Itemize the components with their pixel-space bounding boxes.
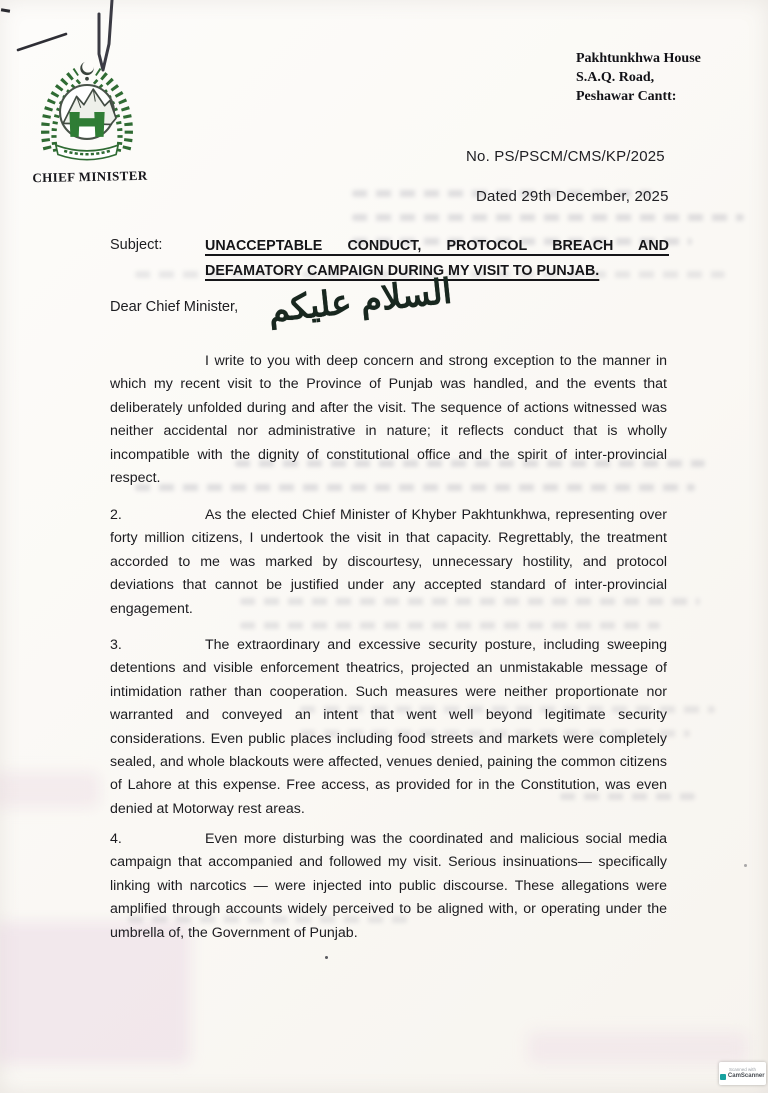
pen-stroke (14, 27, 72, 55)
paragraph-2 (110, 504, 667, 621)
camscanner-watermark-line2: CamScanner (727, 1073, 765, 1079)
paragraph-3-text: The extraordinary and excessive security posture, including sweeping detentions and visible enforcement theatrics, projected an unmistakable message of intimidation rather than cooperation. Such measures were neither proportionate nor warranted and conveyed an intent that went well beyond legitimate security considerations. Even public places including food streets and markets were completely sealed, and whole blackouts were affected, venues denied, paining the common citizens of Lahore at this expense. Free access, as provided for in the Constitution, was even denied at Motorway rest areas. (110, 637, 667, 817)
camscanner-watermark (719, 1062, 766, 1085)
subject-label: Subject: (110, 237, 163, 253)
camscanner-watermark-line1: Scanned with (728, 1067, 757, 1072)
paragraph-4-text: Even more disturbing was the coordinated and malicious social media campaign that accompanied and followed my visit. Serious insinuations— specifically linking with narcotics — were injected into public discourse. These allegations were amplified through accounts widely perceived to be aligned with, or operating under the umbrella of, the Government of Punjab. (110, 831, 667, 941)
scan-speck-1 (325, 956, 328, 959)
letter-date: Dated 29th December, 2025 (476, 188, 669, 205)
address-line-1: Pakhtunkhwa House (576, 51, 701, 66)
reference-number: No. PS/PSCM/CMS/KP/2025 (466, 148, 665, 165)
letterhead-address (576, 49, 701, 106)
subject-line-2: DEFAMATORY CAMPAIGN DURING MY VISIT TO PUNJAB. (205, 263, 600, 279)
address-line-2: S.A.Q. Road, (576, 70, 655, 85)
paragraph-2-number: 2. (110, 507, 122, 523)
chief-minister-label: CHIEF MINISTER (32, 167, 148, 186)
pink-wash-bottom-right (528, 1032, 748, 1064)
paragraph-3 (110, 634, 667, 821)
kp-government-emblem (35, 58, 139, 168)
paragraph-2-text: As the elected Chief Minister of Khyber Pakhtunkhwa, representing over forty million citizens, I undertook the visit in that capacity. Regrettably, the treatment accorded to me was marked by discourtesy, unnecessary hostility, and protocol deviations that cannot be justified under any accepted standard of inter-provincial engagement. (110, 507, 667, 617)
pink-wash-left-mid (0, 772, 100, 808)
paragraph-3-number: 3. (110, 637, 122, 653)
camscanner-icon (720, 1074, 726, 1080)
address-line-3: Peshawar Cantt: (576, 89, 677, 104)
salutation: Dear Chief Minister, (110, 299, 239, 315)
paragraph-1 (110, 350, 667, 490)
paragraph-1-text: I write to you with deep concern and strong exception to the manner in which my recent visit to the Province of Punjab was handled, and the events that deliberately unfolded during and after the visit. The sequence of actions witnessed was neither accidental nor administrative in nature; it reflects conduct that is wholly incompatible with the dignity of constitutional office and the spirit of inter-provincial respect. (110, 353, 667, 487)
corner-mark (1, 8, 10, 13)
paragraph-4 (110, 828, 667, 945)
paragraph-4-number: 4. (110, 831, 122, 847)
handwritten-arabic-greeting: السلام عليكم (266, 272, 454, 330)
scan-speck-2 (744, 864, 747, 867)
subject-line-1: UNACCEPTABLE CONDUCT, PROTOCOL BREACH AND (205, 238, 669, 254)
